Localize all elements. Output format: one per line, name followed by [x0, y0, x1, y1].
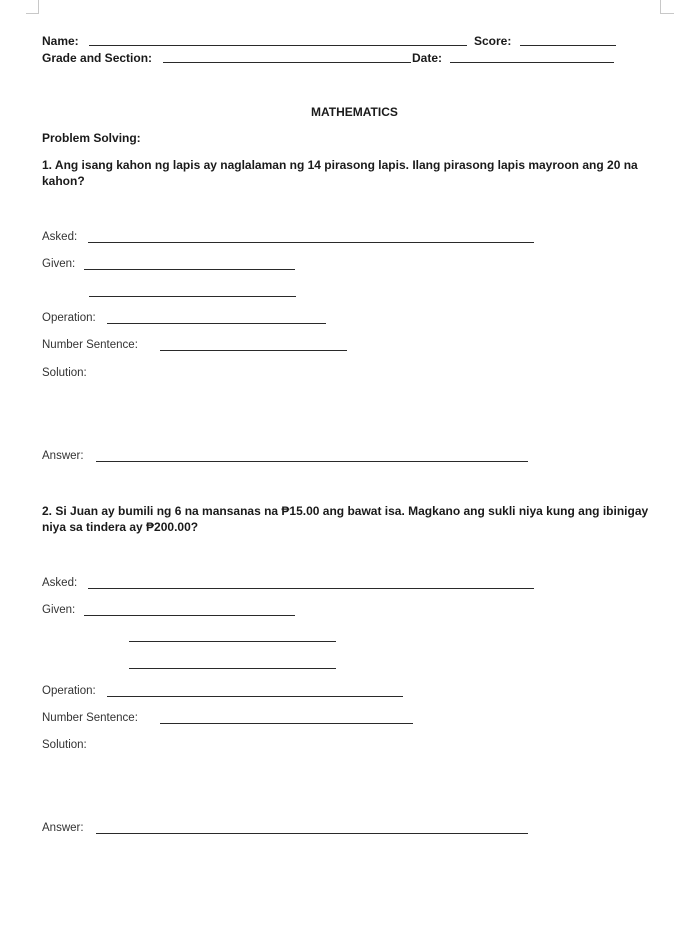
problem-2-given-line-1[interactable] — [84, 615, 295, 616]
section-title: Problem Solving: — [42, 131, 141, 145]
problem-2-number-sentence-line[interactable] — [160, 723, 413, 724]
problem-2-given-line-3[interactable] — [129, 668, 336, 669]
page-corner-mark-left-h — [26, 13, 39, 14]
page-corner-mark-left — [38, 0, 39, 14]
name-blank-line[interactable] — [89, 45, 467, 46]
problem-1-number-sentence-label: Number Sentence: — [42, 339, 138, 351]
problem-1-solution-label: Solution: — [42, 367, 87, 379]
grade-section-label: Grade and Section: — [42, 51, 153, 65]
problem-1-operation-label: Operation: — [42, 312, 96, 324]
problem-2-text: 2. Si Juan ay bumili ng 6 na mansanas na ₱15.00 ang bawat isa. Magkano ang sukli niya kung ang ibinigay niya sa tindera ay ₱200.00? — [42, 504, 649, 534]
date-blank-line[interactable] — [450, 62, 614, 63]
problem-1-given-label: Given: — [42, 258, 76, 270]
problem-2-asked-label: Asked: — [42, 577, 78, 589]
problem-1-asked-line[interactable] — [88, 242, 534, 243]
page-corner-mark-right-h — [660, 13, 674, 14]
grade-section-blank-line[interactable] — [163, 62, 411, 63]
problem-2-number-sentence-label: Number Sentence: — [42, 712, 138, 724]
problem-2-answer-line[interactable] — [96, 833, 528, 834]
problem-2-asked-line[interactable] — [88, 588, 534, 589]
score-blank-line[interactable] — [520, 45, 616, 46]
problem-2-solution-label: Solution: — [42, 739, 87, 751]
page-title: MATHEMATICS — [311, 105, 398, 119]
problem-2-given-line-2[interactable] — [129, 641, 336, 642]
score-label: Score: — [474, 34, 512, 48]
problem-1-given-line-1[interactable] — [84, 269, 295, 270]
name-label: Name: — [42, 34, 79, 48]
problem-1-text: 1. Ang isang kahon ng lapis ay naglalaman ng 14 pirasong lapis. Ilang pirasong lapis mayroon ang 20 na kahon? — [42, 158, 638, 188]
problem-1-operation-line[interactable] — [107, 323, 326, 324]
problem-1-number-sentence-line[interactable] — [160, 350, 347, 351]
problem-1-answer-label: Answer: — [42, 450, 84, 462]
date-label: Date: — [412, 51, 443, 65]
problem-1-asked-label: Asked: — [42, 231, 78, 243]
problem-2-answer-label: Answer: — [42, 822, 84, 834]
problem-1-answer-line[interactable] — [96, 461, 528, 462]
problem-1-given-line-2[interactable] — [89, 296, 296, 297]
problem-2-operation-line[interactable] — [107, 696, 403, 697]
page-corner-mark-right — [660, 0, 661, 14]
problem-2-operation-label: Operation: — [42, 685, 96, 697]
problem-2-given-label: Given: — [42, 604, 76, 616]
